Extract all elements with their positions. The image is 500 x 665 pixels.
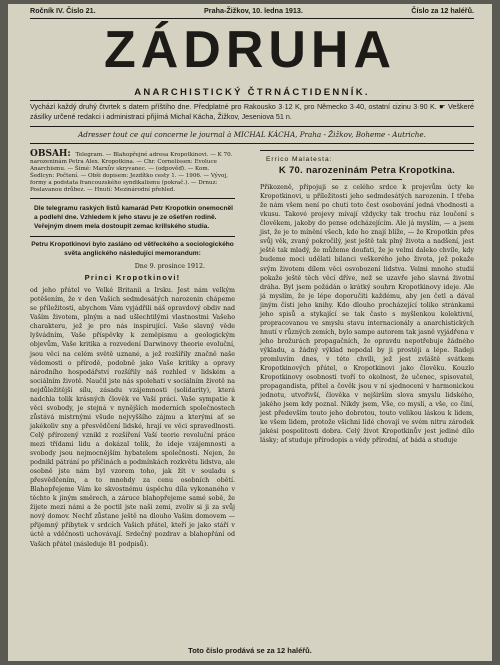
volume-issue: Ročník IV. Číslo 21. [30, 6, 96, 15]
dedication-intro: Petru Kropotkinovi bylo zasláno od větřeckého a sociologického světa anglického následující memorandum: [31, 241, 234, 258]
right-column [260, 147, 474, 445]
subtitle-rule [30, 100, 474, 101]
left-column [30, 147, 235, 549]
masthead-subtitle: ANARCHISTICKÝ ČTRNÁCTIDENNÍK. [134, 87, 370, 98]
publication-info: Vychází každý druhý čtvrtek s datem příštího dne. Předplatné pro Rakousko 3·12 K, pro Německo 3·40, ostatní cizinu 3·90 K. ☛ Veškeré zásilky určené redakci i administraci přijímá Michal Kácha, Žižkov, Jeseniova 51 n. [30, 102, 474, 121]
telegram-notice: Dle telegramu raských listů kamarád Petr Kropotkin onemocněl a podlehl dne. Vzhledem k jeho stavu je ze ošetřen rodině. Veřejným dnem mela dostoupit zemac krillského studia. [30, 199, 235, 237]
issue-price: Číslo za 12 haléřů. [411, 6, 474, 15]
header-rule [30, 18, 474, 19]
header-line [30, 4, 474, 17]
newspaper-page [8, 4, 492, 661]
place-date: Praha-Žižkov, 10. ledna 1913. [203, 6, 303, 15]
letter-heading: Princi Kropotkinovi! [84, 273, 181, 283]
article-author: Errico Malatesta: [266, 156, 333, 163]
info-rule [30, 126, 474, 127]
article-title: K 70. narozeninám Petra Kropotkina. [278, 165, 456, 177]
title-rule [332, 179, 402, 180]
dedication-intro-wrap [30, 237, 235, 258]
contents-label: OBSAH: [30, 149, 71, 159]
dedication-body: od jeho přátel ve Velké Britanii a Irsku. Jest nám velkým potěšením, že v den Vašich sedmdesátých narozenin chápeme se příležitosti, abychom Vám vyjádřili náš opravdový obdiv nad Vaším životem, plným a nad ušlechtilými vlastnostmi Vašeho charakteru, jež je pro nás inspirující. Vaše slavný věde lyšvádním, Vaše příspěvky k zeměpismu a geologickým objevům, Vaše kritika a rozvedení Darwinovy theorie evoluční, jsou věci na celém světě uznané, a jež rozšířily značně naše vědomosti o přírodě, podobně jako Vaše kritiky a opravy národního hospodářství rozšířily náš rozhled v lidském a sociálním životě. Naučil jste nás spolehati v sociálním životě na nejdůležitější sílu, zásadu vzájemnosti (solidarity), která nadchla tolik krásných člověk ve Vaší práci. Vaše sympatie k věci svobody, je stejná v nynějších moderních společnostech zůstává mistrnými všude nejvyššího zájmu a kterými ať se jakékoliv sny a přesvědčení lidské, hrají ve věci spravedlnosti. Celý přírozený vznikl z rozšíření Vaší teorie revoluční práce mezi třídami lidu a dokázal tolik, že ideje vzájemnosti a svobody jsou nejmocnějším hybatelem společnosti. Nejen, že podnikl pátrání po příčinách a podmínkách rozkvětu lidstva, ale osobně jste nám byl vzorem toho, jak žít v souladu s přesvědčením, a to mnohdy za cenu osobních obětí. Blahopřejeme Vám ke skvostnému úspěchu díla vykonaného v těchto k jiným směrech, a záruce blahopřejeme samé sobě, že žijete mezi námi a že poctil jste naši zemi, zvoliv si ji za svůj nový domov. Nechť zůstane ještě na dlouho Vašim domovem — přijemný příbytek v srdcích Vašich přátel, kteří je jako stáří v úctě a vděčnosti uchovávají. Srdečný pozdrav a blahopřání od Vašich přátel (následuje 81 podpisů). [30, 287, 235, 548]
address-rule [30, 143, 474, 144]
article-body: Přikozeně, připojuji se z celého srdce k projevům úcty ke Kropotkinovi, u příležitosti jeho sedmdesátých narozenin. I třeba že nám všem není po chuti toto čest osobování jedná vhodnosti a vkusu. Takové projevy mívají vždycky tak trochu ráz loučení s člověkem, jakoby do pense odcházejícím. Ale já myslím, — a jsem jist, že je to mínění všech, kdo ho znají blíže, — že Kropotkin přes svůj věk, zvaný pokročilý, jest ještě tak plný života a nadšení, jest ještě tak mladý, že můžeme doufati, že je velmi daleko chvíle, kdy budeme moci udělati bilanci veškerého jeho života, jež pokaže svým životem dílem věci osvobození lidstva. Velmi mnoho studií pokaže ještě těch věcí dříve, než se uzavře jeho slavná životní dráha. Byl jsem požádán o krátký souhrn Kropotkinovy ideje. Ale já myslím, že je lépe doporučiti každému, aby jen četl a dával jiným čísti jeho knihy. Kdo dlouho procházející toliko stránkami jeho spisů a stykající se tak často s myšlenkou kolektivní, propracovanou ve smyslu stavu internacionály a anarchistických hnutí v různých zemích, bylo sampe autorem tak jasně vyjádřena v jeho brožurách propagačních, že opravdu nepotřebuje žádného výkladu, a žádný výklad nepodal by ji prostěji a lépe. Radeji promluvím dnes, v této chvíli, jež jest zvláště svátkem Kropotkinových přátel, o Kropotkinovi jako člověku. Kouzlo Kropotkinovy osobnosti tvoří to okolnost, že učenec, spisovatel, propagandista, přítel a čověk jsou v ní sjednoceni v harmonickou jednotu, utvořivší, člověka v nejširším slova smyslu lidského, jakého jsem kdy poznal. Nikdy jsem, Vše, co myslí, a vše, co činí, jest především touto jeho dobrotou, touto velikou láskou k lidem, ke všem lidem, protože všichni lidé chovají ve svém nitru zárodek jakési pospolitosti dobra. Celý život Kropotkinův jest jediné dílo lásky; ať studuje přírodopis a vědy přírodní, ať bádá a studuje [260, 184, 474, 445]
masthead-title: ZÁDRUHA [103, 21, 397, 79]
article-separator [260, 150, 474, 151]
footer-price-note: Toto číslo prodává se za 12 haléřů. [188, 646, 312, 655]
dedication-date: Dne 9. prosince 1912. [134, 263, 205, 271]
address-line: Adresser tout ce qui concerne le journal à MICHAL KÁCHA, Praha - Žižkov, Boheme - Autriche. [78, 130, 426, 139]
contents-text: Telegram. — Blahopřejné adresa Kropotkinovi. — K 70. narozeninám Petra Alex. Kropotkina. — Chr. Cornelissen: Evoluce Anarchismu. — Šimé: Marxův skryvanec. — (odpověď). — Kom. Šedlcyn: Počtení. — Obši dopisem: Jezdítko cesty 1. — 1906. — Vývoj, formy a podstata francouzského syndikalismu (pokrač.). — Drnuz: Poslavanou drůbez. — Hnutí: Mezinárodní přehled. [30, 152, 233, 193]
contents-box [30, 147, 235, 199]
